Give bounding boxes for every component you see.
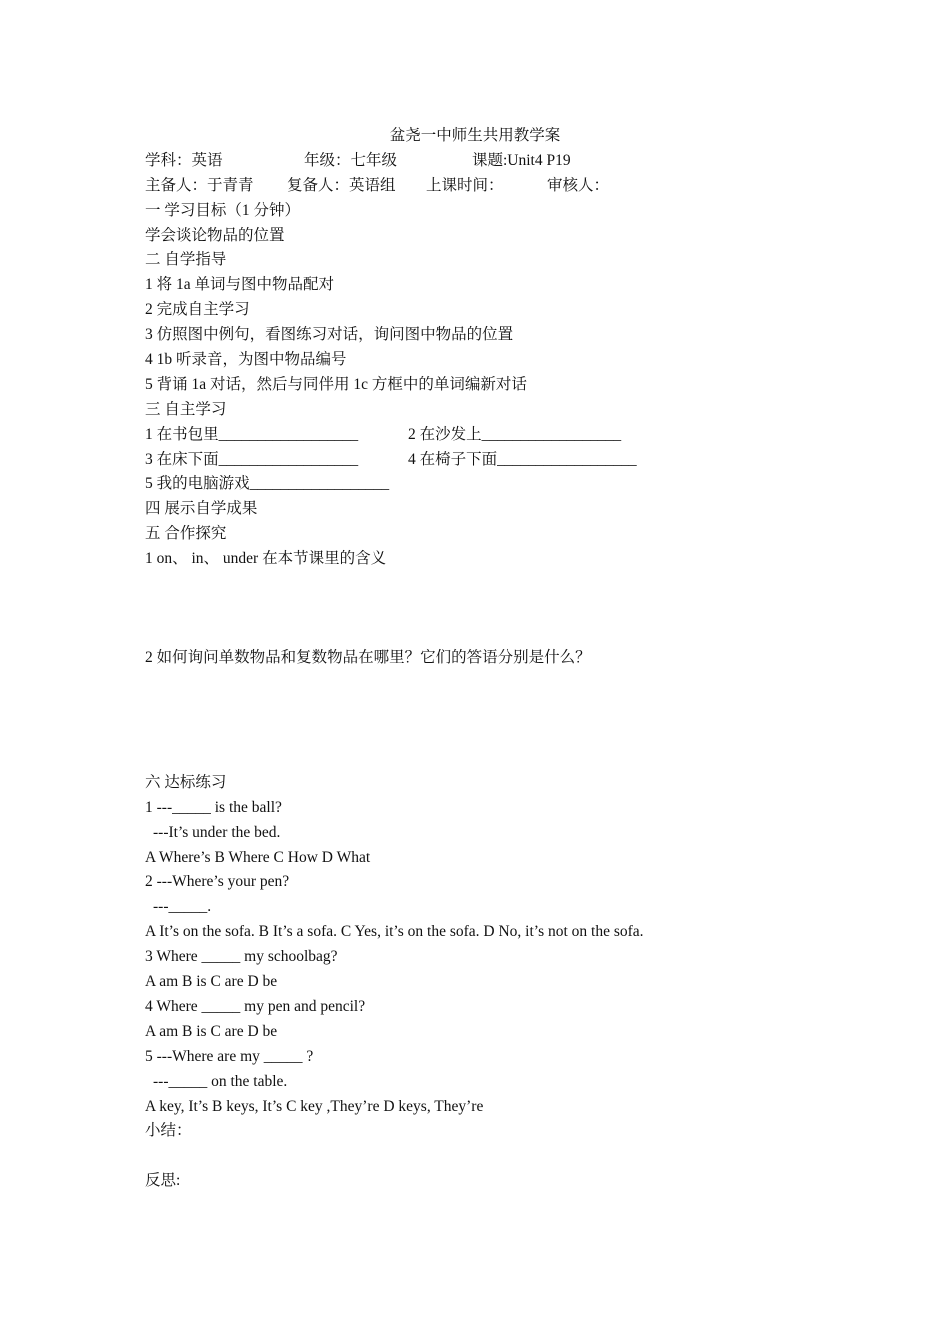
practice-line: A am B is C are D be <box>145 973 278 991</box>
grade-field: 年级：七年级 <box>304 151 398 169</box>
guide-item: 2 完成自主学习 <box>145 301 250 319</box>
practice-line: 3 Where _____ my schoolbag? <box>145 948 338 966</box>
preparer-field: 主备人：于青青 <box>145 176 254 194</box>
self-study-row-1 <box>145 423 845 448</box>
self-study-heading: 三 自主学习 <box>145 400 227 418</box>
practice-line: ---It’s under the bed. <box>153 823 281 841</box>
self-study-q5: 5 我的电脑游戏__________________ <box>145 475 390 493</box>
self-study-row-2 <box>145 448 845 473</box>
guide-heading: 二 自学指导 <box>145 251 227 269</box>
practice-line: A It’s on the sofa. B It’s a sofa. C Yes, it’s on the sofa. D No, it’s not on the sofa. <box>145 923 644 941</box>
subject-field: 学科：英语 <box>145 151 223 169</box>
practice-line: 5 ---Where are my _____ ? <box>145 1047 314 1065</box>
coop-heading: 五 合作探究 <box>145 525 227 543</box>
self-study-q1: 1 在书包里__________________ <box>145 425 359 443</box>
answer-space <box>145 671 845 771</box>
class-time-field: 上课时间： <box>426 176 504 194</box>
practice-line: 2 ---Where’s your pen? <box>145 873 290 891</box>
practice-line: ---_____ on the table. <box>153 1072 288 1090</box>
practice-line: ---_____. <box>153 898 212 916</box>
reflection-label: 反思: <box>145 1172 181 1190</box>
document-body <box>145 124 845 1194</box>
self-study-q4: 4 在椅子下面__________________ <box>408 450 637 468</box>
goals-heading: 一 学习目标（1 分钟） <box>145 201 301 219</box>
reviewer-field: 审核人： <box>547 176 610 194</box>
co-preparer-field: 复备人：英语组 <box>287 176 396 194</box>
self-study-q3: 3 在床下面__________________ <box>145 450 359 468</box>
header-row-2 <box>145 174 845 199</box>
self-study-q2: 2 在沙发上__________________ <box>408 425 622 443</box>
practice-line: A Where’s B Where C How D What <box>145 848 371 866</box>
document-title: 盆尧一中师生共用教学案 <box>389 127 561 144</box>
coop-q2: 2 如何询问单数物品和复数物品在哪里？它们的答语分别是什么？ <box>145 649 591 667</box>
header-row-1 <box>145 149 845 174</box>
show-heading: 四 展示自学成果 <box>145 500 258 518</box>
summary-label: 小结： <box>145 1122 192 1140</box>
practice-line: 4 Where _____ my pen and pencil? <box>145 997 366 1015</box>
coop-q1: 1 on、 in、 under 在本节课里的含义 <box>145 550 387 568</box>
practice-line: 1 ---_____ is the ball? <box>145 798 282 816</box>
practice-heading: 六 达标练习 <box>145 773 227 791</box>
practice-line: A am B is C are D be <box>145 1022 278 1040</box>
summary-space <box>145 1144 845 1169</box>
guide-item: 3 仿照图中例句，看图练习对话，询问图中物品的位置 <box>145 326 514 344</box>
practice-line: A key, It’s B keys, It’s C key ,They’re D keys, They’re <box>145 1097 484 1115</box>
guide-item: 1 将 1a 单词与图中物品配对 <box>145 276 335 294</box>
answer-space <box>145 572 845 646</box>
guide-item: 5 背诵 1a 对话，然后与同伴用 1c 方框中的单词编新对话 <box>145 375 527 393</box>
goals-text: 学会谈论物品的位置 <box>145 226 285 244</box>
guide-item: 4 1b 听录音，为图中物品编号 <box>145 351 347 369</box>
topic-field: 课题:Unit4 P19 <box>472 151 571 169</box>
